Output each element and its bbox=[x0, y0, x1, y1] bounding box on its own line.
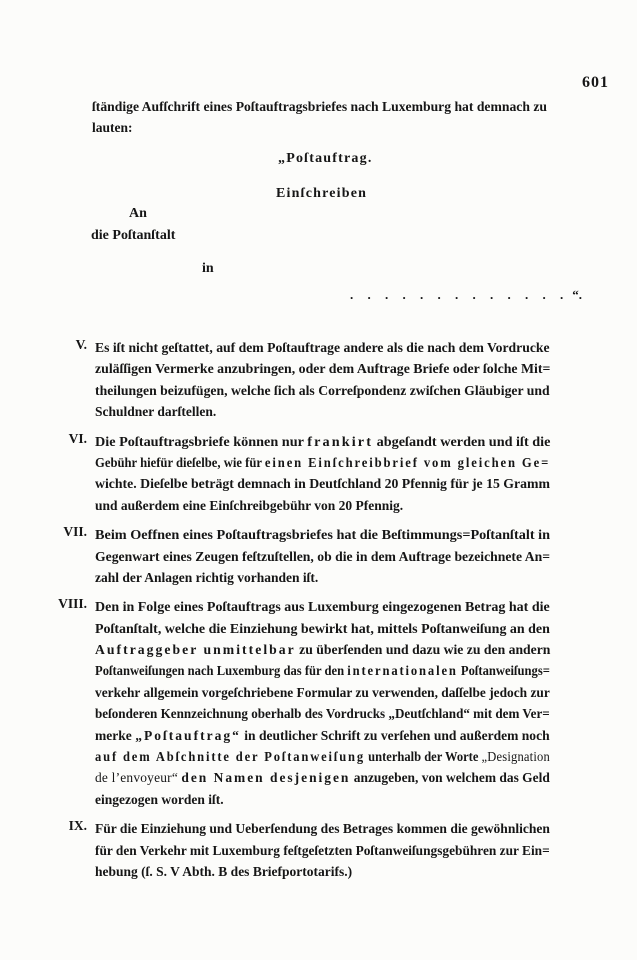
closing-quote: “. bbox=[572, 287, 582, 302]
item-text bbox=[95, 818, 550, 882]
text-line-content bbox=[95, 524, 550, 545]
item-numeral: V. bbox=[75, 337, 87, 352]
emphasized-spaced-text: auf dem Abſchnitte der Poſtanweiſung bbox=[95, 749, 365, 765]
emphasized-spaced-text: den Namen desjenigen bbox=[181, 770, 351, 786]
body-text: hebung (ſ. S. V Abth. B des Briefportotarifs.) bbox=[95, 863, 353, 879]
body-text: Die Poſtauftragsbriefe können nur bbox=[95, 433, 308, 449]
specimen-addressee-intro: An bbox=[129, 206, 147, 221]
text-line bbox=[95, 618, 550, 639]
item-text bbox=[95, 524, 550, 588]
emphasized-spaced-text: „Poſtauftrag“ bbox=[135, 727, 241, 743]
intro-paragraph bbox=[92, 96, 547, 139]
text-line-content bbox=[95, 596, 550, 617]
text-line-content bbox=[95, 767, 550, 788]
text-line bbox=[95, 452, 550, 473]
text-line-content bbox=[95, 337, 550, 358]
body-text: und außerdem eine Einſchreibgebühr von 20 Pfennig. bbox=[95, 497, 404, 513]
text-line bbox=[95, 358, 550, 379]
body-text: beſonderen Kennzeichnung oberhalb des Vordrucks „Deutſchland“ mit dem Ver= bbox=[95, 706, 550, 722]
regulation-items bbox=[40, 337, 552, 890]
text-line-content bbox=[95, 380, 550, 401]
text-line bbox=[95, 789, 550, 810]
text-line bbox=[95, 840, 550, 861]
body-text: ſtändige Aufſchrift eines Poſtauftragsbriefes nach Luxemburg hat demnach zu bbox=[92, 99, 547, 114]
text-line bbox=[95, 818, 550, 839]
antiqua-text: „Designation bbox=[481, 749, 550, 765]
text-line-content bbox=[95, 567, 318, 588]
specimen-addressee: die Poſtanſtalt bbox=[91, 228, 176, 243]
body-text: Poſtanweiſungen nach Luxemburg das für den bbox=[95, 663, 348, 679]
item-text bbox=[95, 337, 550, 423]
specimen-subheading: Einſchreiben bbox=[276, 186, 368, 201]
body-text: Es iſt nicht geſtattet, auf dem Poſtauftrage andere als die nach dem Vordrucke bbox=[95, 340, 550, 355]
body-text: Poſtanweiſungs= bbox=[457, 663, 550, 679]
text-line-content bbox=[95, 401, 216, 422]
text-line bbox=[95, 337, 550, 358]
body-text: verkehr allgemein vorgeſchriebene Formular zu verwenden, daſſelbe jedoch zur bbox=[95, 684, 550, 700]
text-line bbox=[92, 96, 547, 117]
specimen-heading: „Poſtauftrag. bbox=[278, 151, 373, 166]
text-line-content bbox=[95, 431, 550, 452]
body-text: lauten: bbox=[92, 120, 133, 136]
text-line bbox=[95, 473, 550, 494]
text-line bbox=[95, 431, 550, 452]
item-text bbox=[95, 431, 550, 517]
text-line bbox=[95, 401, 550, 422]
regulation-item-IX bbox=[40, 818, 552, 882]
text-line-content bbox=[92, 96, 547, 117]
body-text: Gegenwart eines Zeugen feſtzuſtellen, ob die in dem Auftrage bezeichnete An= bbox=[95, 548, 551, 564]
regulation-item-V bbox=[40, 337, 552, 423]
text-line bbox=[95, 524, 550, 545]
body-text: zuläſſigen Vermerke anzubringen, oder dem Auftrage Briefe oder ſolche Mit= bbox=[95, 361, 551, 377]
body-text: Gebühr hiefür dieſelbe, wie für bbox=[95, 454, 265, 470]
text-line bbox=[95, 703, 550, 724]
text-line bbox=[95, 725, 550, 746]
emphasized-spaced-text: Auftraggeber unmittelbar bbox=[95, 642, 296, 658]
text-line bbox=[95, 639, 550, 660]
item-text bbox=[95, 596, 550, 810]
text-line bbox=[95, 596, 550, 617]
page-number: 601 bbox=[582, 74, 609, 91]
body-text: Poſtanſtalt, welche die Einziehung bewirkt hat, mittels Poſtanweiſung an den bbox=[95, 620, 550, 636]
body-text: anzugeben, von welchem das Geld bbox=[350, 770, 550, 786]
body-text: unterhalb der Worte bbox=[364, 749, 482, 765]
regulation-item-VIII bbox=[40, 596, 552, 810]
body-text: in deutlicher Schrift zu verſehen und außerdem noch bbox=[240, 727, 550, 743]
text-line-content bbox=[95, 725, 550, 746]
text-line bbox=[95, 660, 550, 681]
body-text: Schuldner darſtellen. bbox=[95, 404, 217, 420]
text-line bbox=[95, 861, 550, 882]
item-numeral: VI. bbox=[68, 430, 87, 446]
body-text: Für die Einziehung und Ueberſendung des Betrages kommen die gewöhnlichen bbox=[95, 821, 550, 837]
text-line-content bbox=[95, 358, 550, 379]
dot-leaders: . . . . . . . . . . . . . bbox=[350, 287, 564, 302]
text-line bbox=[95, 567, 550, 588]
dotted-fill-line bbox=[350, 287, 582, 303]
text-line-content bbox=[95, 546, 550, 567]
text-line bbox=[95, 746, 550, 767]
body-text: theilungen beizufügen, welche ſich als Correſpondenz zwiſchen Gläubiger und bbox=[95, 382, 550, 398]
emphasized-spaced-text: einen Einſchreibbrief vom gleichen Ge= bbox=[264, 454, 551, 470]
text-line-content bbox=[95, 703, 550, 724]
text-line bbox=[95, 682, 550, 703]
text-line-content bbox=[95, 789, 224, 810]
text-line-content bbox=[95, 452, 550, 473]
regulation-item-VI bbox=[40, 431, 552, 517]
body-text: zu überſenden und dazu wie zu den andern bbox=[295, 642, 551, 658]
text-line-content bbox=[95, 639, 550, 660]
text-line-content bbox=[95, 660, 550, 681]
text-line-content bbox=[95, 682, 550, 703]
body-text: eingezogen worden iſt. bbox=[95, 791, 224, 807]
emphasized-spaced-text: internationalen bbox=[347, 663, 458, 679]
body-text: Den in Folge eines Poſtauftrags aus Luxemburg eingezogenen Betrag hat die bbox=[95, 599, 550, 615]
body-text: Beim Oeffnen eines Poſtauftragsbriefes hat die Beſtimmungs=Poſtanſtalt in bbox=[95, 527, 551, 543]
body-text: merke bbox=[95, 727, 136, 743]
text-line-content bbox=[92, 117, 133, 138]
text-line bbox=[95, 380, 550, 401]
item-numeral: VII. bbox=[63, 524, 87, 540]
item-numeral: VIII. bbox=[58, 596, 87, 612]
body-text: zahl der Anlagen richtig vorhanden iſt. bbox=[95, 569, 319, 585]
text-line bbox=[95, 767, 550, 788]
text-line bbox=[92, 117, 547, 138]
text-line-content bbox=[95, 818, 550, 839]
text-line-content bbox=[95, 840, 550, 861]
specimen-location-prefix: in bbox=[202, 261, 214, 276]
body-text: abgeſandt werden und iſt die bbox=[373, 433, 551, 449]
text-line-content bbox=[95, 861, 352, 882]
body-text: wichte. Dieſelbe beträgt demnach in Deutſchland 20 Pfennig für je 15 Gramm bbox=[95, 476, 550, 492]
text-line-content bbox=[95, 746, 550, 767]
text-line bbox=[95, 495, 550, 516]
body-text: für den Verkehr mit Luxemburg feſtgeſetzten Poſtanweiſungsgebühren zur Ein= bbox=[95, 842, 550, 858]
text-line bbox=[95, 546, 550, 567]
regulation-item-VII bbox=[40, 524, 552, 588]
emphasized-spaced-text: frankirt bbox=[307, 433, 374, 449]
text-line-content bbox=[95, 495, 403, 516]
text-line-content bbox=[95, 473, 550, 494]
antiqua-text: de l’envoyeur“ bbox=[95, 770, 179, 786]
item-numeral: IX. bbox=[68, 818, 87, 834]
text-line-content bbox=[95, 618, 550, 639]
